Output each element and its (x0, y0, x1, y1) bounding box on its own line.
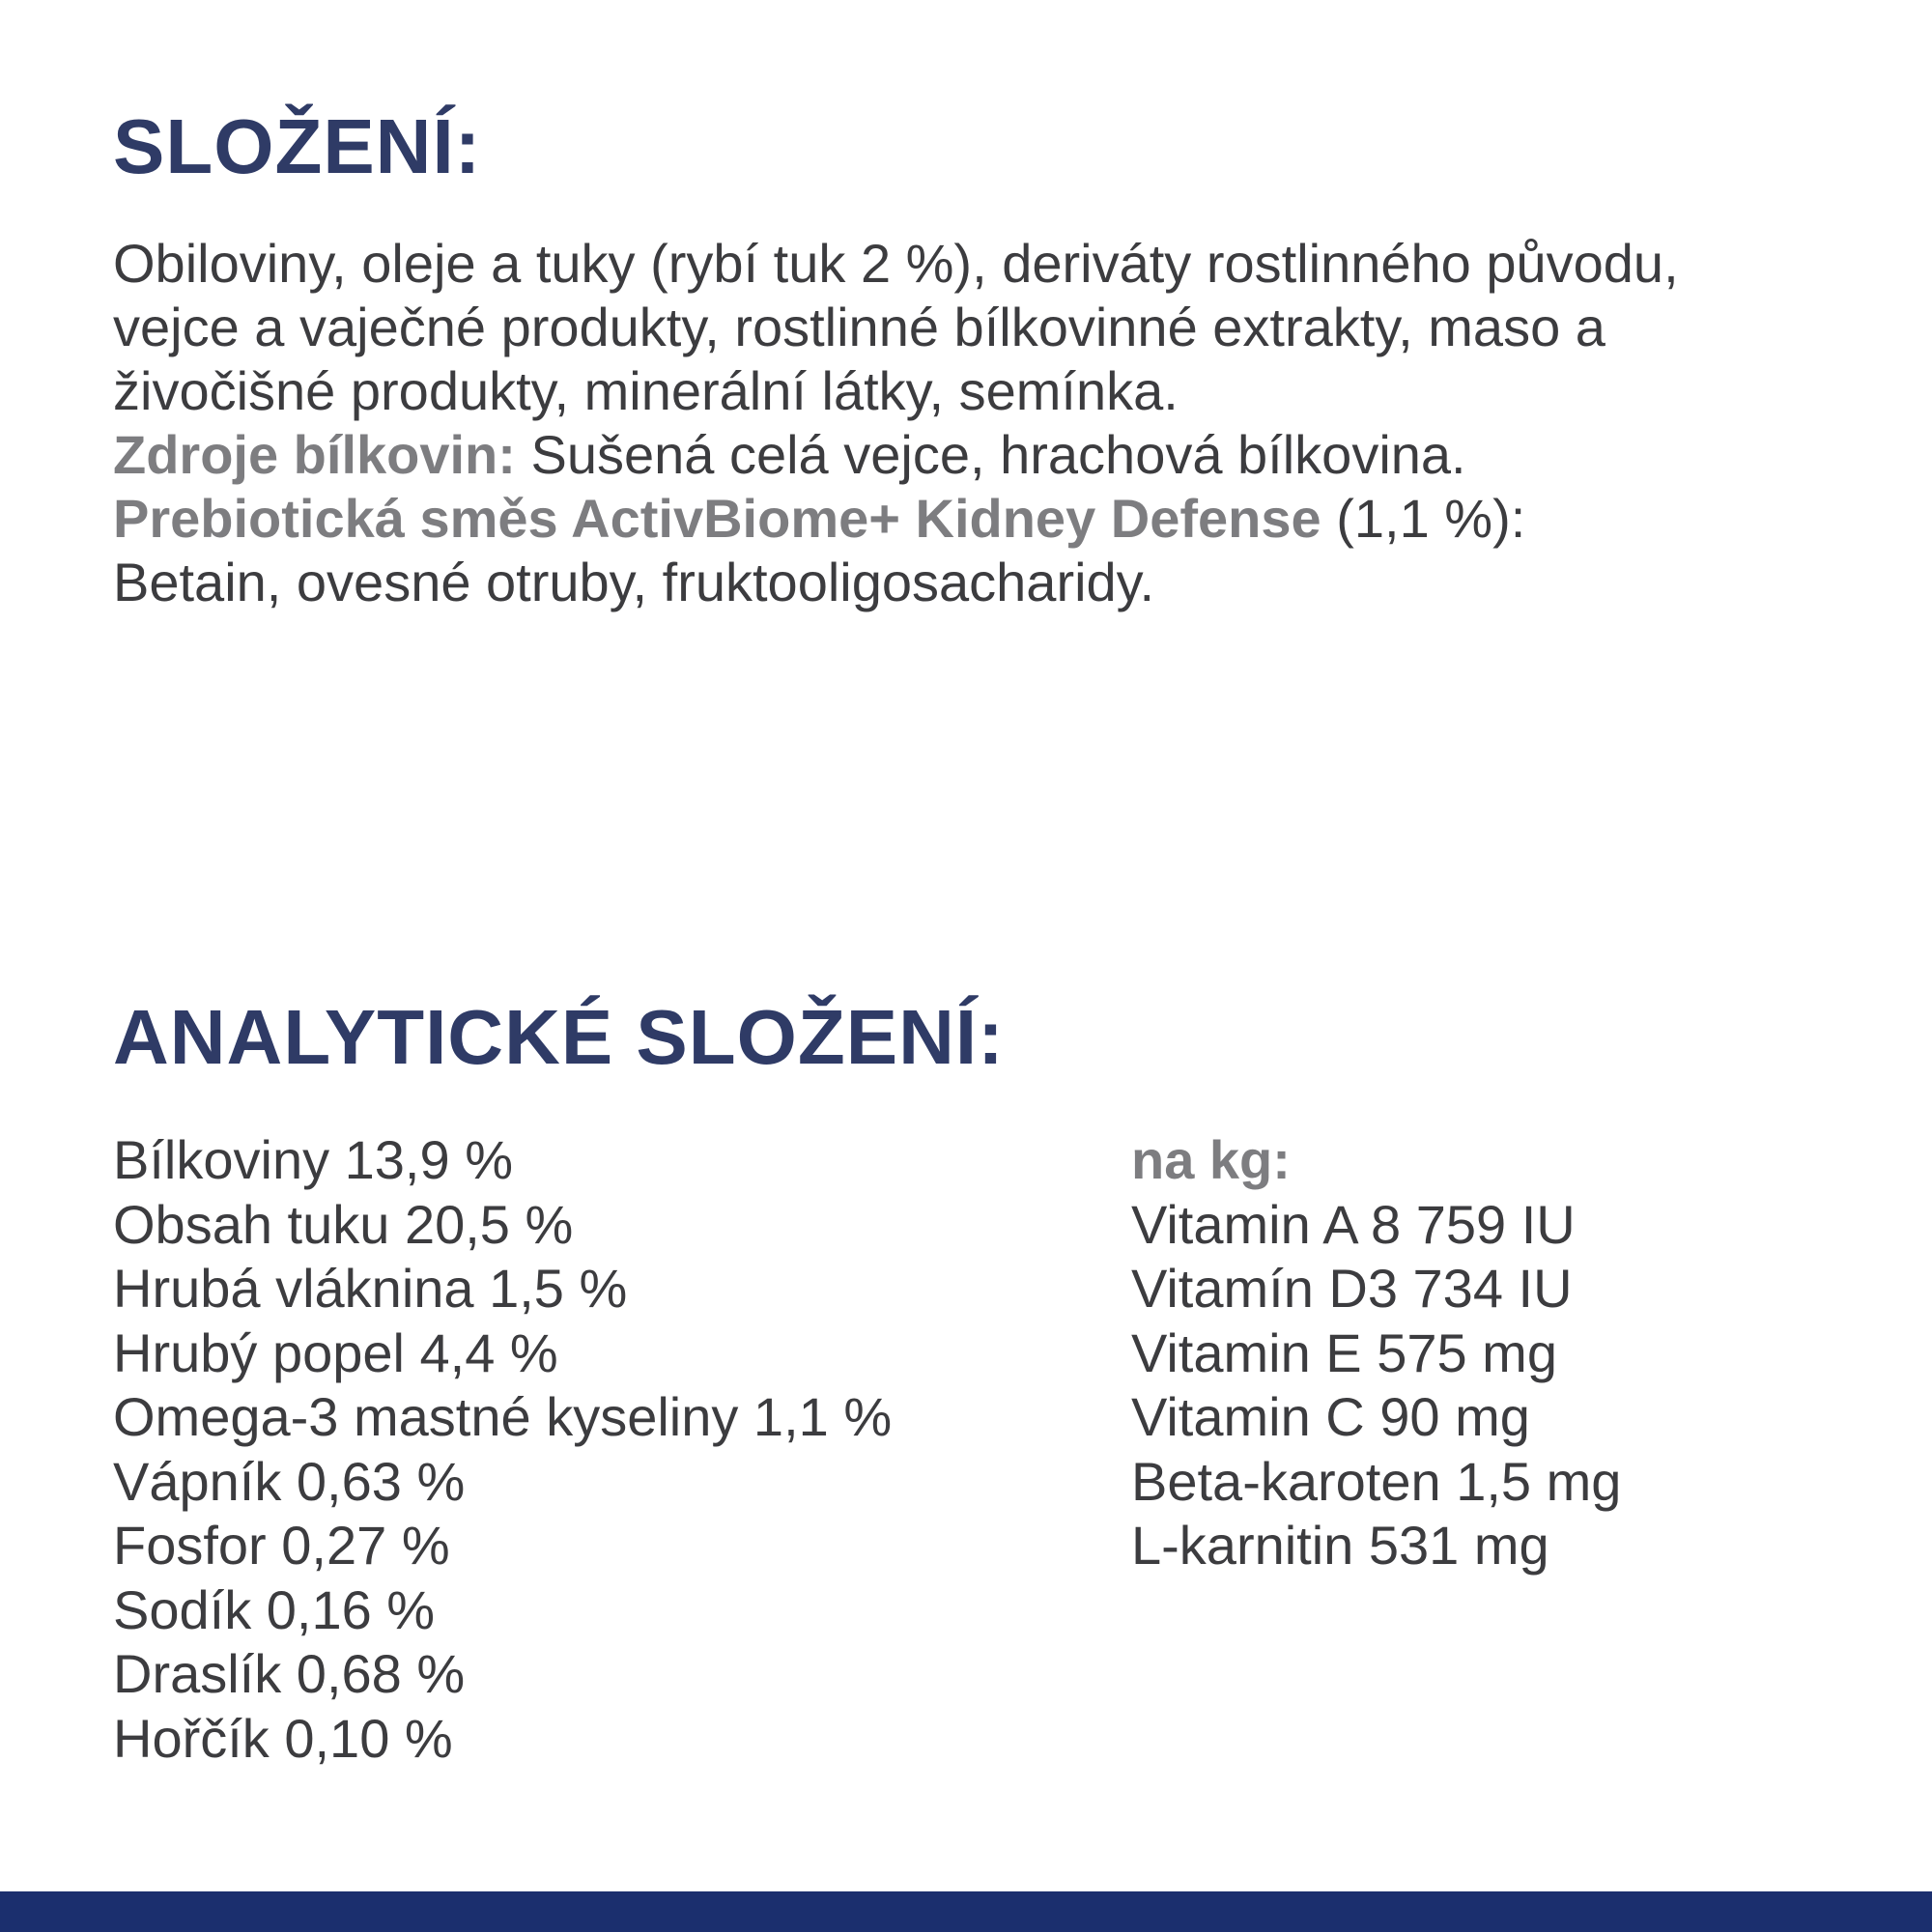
protein-sources-line (113, 423, 1813, 487)
ingredients-paragraph: Obiloviny, oleje a tuky (rybí tuk 2 %), deriváty rostlinného původu, vejce a vaječné produkty, rostlinné bílkovinné extrakty, maso a živočišné produkty, minerální látky, semínka. (113, 233, 1679, 421)
nutrient-item: Bílkoviny 13,9 % (113, 1129, 513, 1190)
vitamin-item: Vitamín D3 734 IU (1131, 1258, 1573, 1319)
nutrient-item: Hrubý popel 4,4 % (113, 1321, 558, 1383)
nutrient-list (113, 1128, 1079, 1771)
nutrient-item: Obsah tuku 20,5 % (113, 1193, 574, 1255)
composition-text (113, 232, 1813, 614)
prebiotic-label: Prebiotická směs ActivBiome+ Kidney Defense (113, 488, 1321, 549)
prebiotic-text: Betain, ovesné otruby, fruktooligosacharidy. (113, 552, 1155, 612)
protein-sources-text: Sušená celá vejce, hrachová bílkovina. (515, 424, 1466, 485)
nutrient-item: Vápník 0,63 % (113, 1450, 466, 1512)
footer-bar (0, 1891, 1932, 1932)
per-kg-list (1131, 1128, 1885, 1578)
analytical-heading: ANALYTICKÉ SLOŽENÍ: (113, 994, 1005, 1080)
vitamin-item: Vitamin E 575 mg (1131, 1321, 1557, 1383)
nutrient-item: Hrubá vláknina 1,5 % (113, 1258, 628, 1319)
prebiotic-amount: (1,1 %): (1321, 488, 1526, 549)
protein-sources-label: Zdroje bílkovin: (113, 424, 516, 485)
per-kg-label: na kg: (1131, 1129, 1291, 1190)
vitamin-item: Vitamin A 8 759 IU (1131, 1193, 1576, 1255)
composition-heading: SLOŽENÍ: (113, 103, 482, 189)
vitamin-item: L-karnitin 531 mg (1131, 1515, 1549, 1576)
vitamin-item: Vitamin C 90 mg (1131, 1386, 1530, 1447)
prebiotic-line (113, 487, 1813, 614)
nutrient-item: Fosfor 0,27 % (113, 1515, 450, 1576)
nutrient-item: Sodík 0,16 % (113, 1578, 436, 1640)
nutrient-item: Hořčík 0,10 % (113, 1707, 453, 1769)
nutrient-item: Omega-3 mastné kyseliny 1,1 % (113, 1386, 893, 1447)
nutrient-item: Draslík 0,68 % (113, 1643, 466, 1704)
vitamin-item: Beta-karoten 1,5 mg (1131, 1450, 1622, 1512)
